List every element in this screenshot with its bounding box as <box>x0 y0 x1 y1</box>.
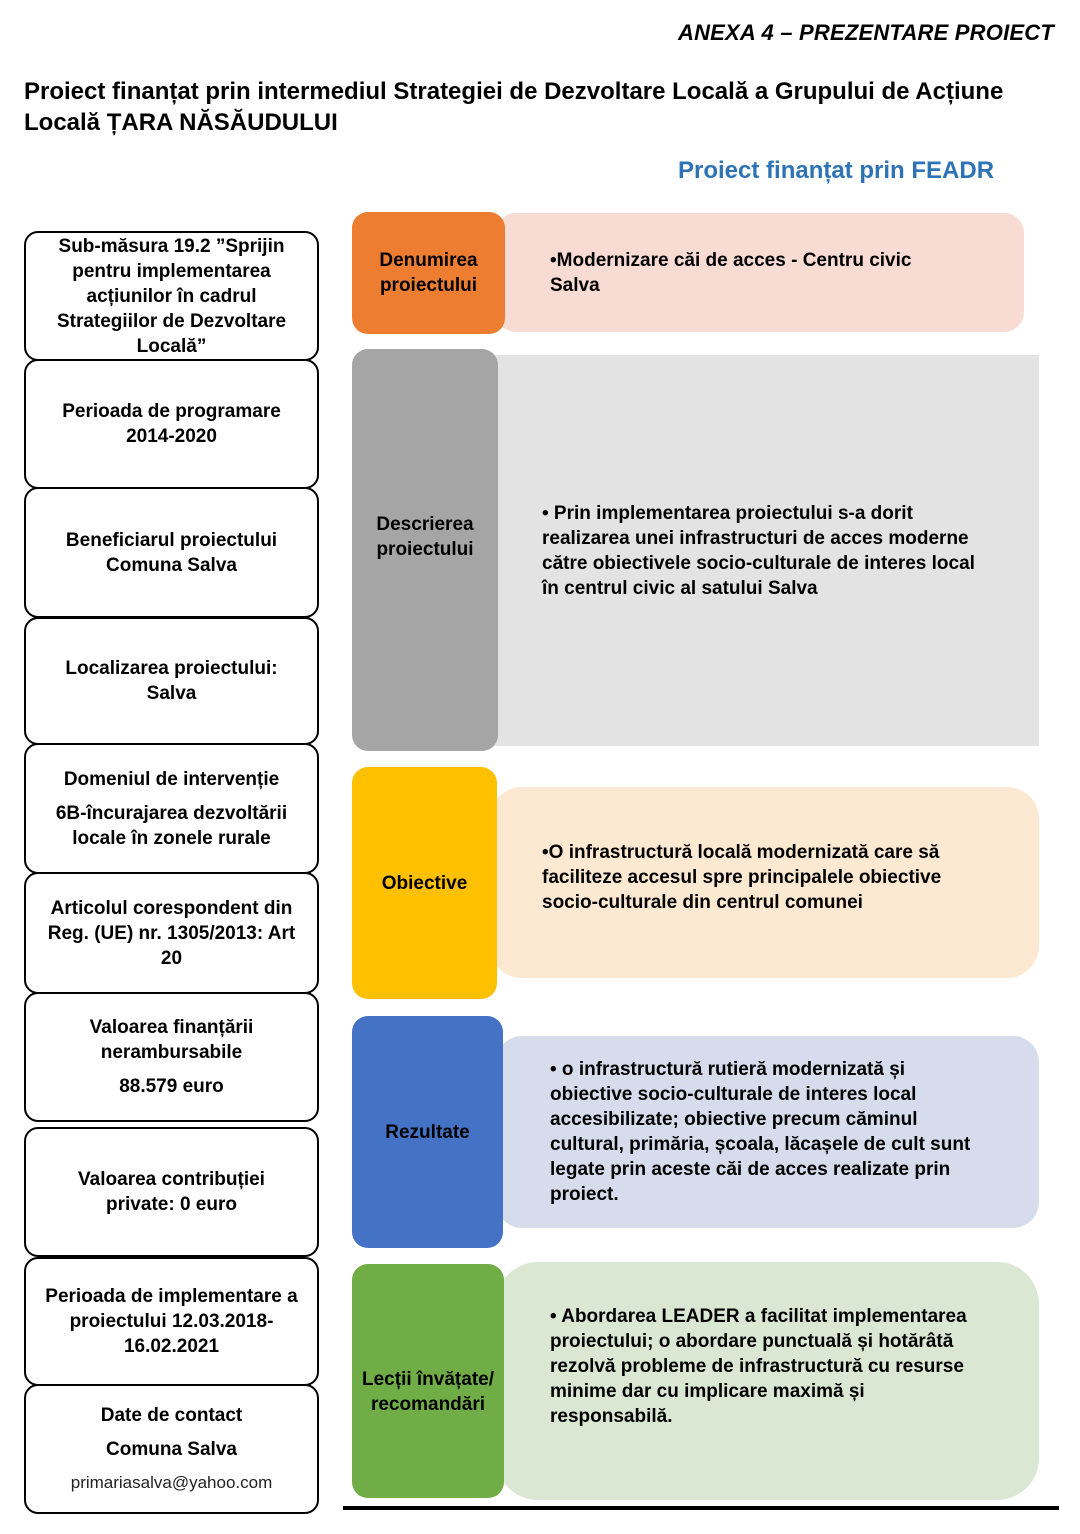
contact-box <box>24 1384 319 1514</box>
submeasure-text: Sub-măsura 19.2 ”Sprijin pentru implementarea acțiunilor în cadrul Strategiilor de Dezvoltare Locală” <box>56 235 287 357</box>
funding-subtitle: Proiect finanțat prin FEADR <box>678 157 995 184</box>
page-title <box>24 76 1064 138</box>
objectives-panel <box>490 787 1039 978</box>
description-panel <box>490 355 1039 746</box>
results-text: • o infrastructură rutieră modernizată și obiective socio-culturale de interes local accesibilizate; obiective precum căminul cultural, primăria, școala, lăcașele de cult sunt legate prin aceste căi de acces realizate prin proiect. <box>550 1059 971 1205</box>
beneficiary-box <box>24 487 319 618</box>
bottom-divider <box>343 1506 1059 1510</box>
description-text: • Prin implementarea proiectului s-a dorit realizarea unei infrastructuri de acces moderne către obiectivele socio-culturale de interes local în centrul civic al satului Salva <box>542 502 975 599</box>
results-panel <box>496 1036 1039 1228</box>
beneficiary-label: Beneficiarul proiectului <box>65 529 278 551</box>
contact-label: Date de contact <box>100 1405 243 1426</box>
lessons-text: • Abordarea LEADER a facilitat implementarea proiectului; o abordare punctuală și hotărâtă rezolvă probleme de infrastructură cu resurse minime dar cu implicare maximă și responsabilă. <box>550 1305 967 1427</box>
lessons-panel <box>496 1262 1039 1500</box>
submeasure-box <box>24 231 319 361</box>
location-box <box>24 617 319 745</box>
article-text: Articolul corespondent din Reg. (UE) nr. 1305/2013: Art 20 <box>47 897 296 969</box>
results-label: Rezultate <box>385 1121 470 1143</box>
funding-label: Valoarea finanțării nerambursabile <box>89 1017 254 1063</box>
objectives-text: •O infrastructură locală modernizată care să faciliteze accesul spre principalele obiective socio-culturale din centrul comunei <box>542 842 942 913</box>
funding-amount: 88.579 euro <box>119 1076 224 1097</box>
implementation-box <box>24 1257 319 1386</box>
lessons-label: Lecții învățate/ recomandări <box>362 1369 494 1415</box>
implementation-text: Perioada de implementare a proiectului 12.03.2018-16.02.2021 <box>45 1286 298 1357</box>
objectives-header <box>352 767 497 999</box>
programming-box <box>24 359 319 489</box>
location-text: Localizarea proiectului: Salva <box>65 658 278 704</box>
description-header <box>352 349 498 751</box>
project-name-text: •Modernizare căi de acces - Centru civic Salva <box>550 249 912 296</box>
programming-text: Perioada de programare 2014-2020 <box>62 401 281 447</box>
annex-label: ANEXA 4 – PREZENTARE PROIECT <box>678 20 1054 45</box>
private-contribution-box <box>24 1127 319 1257</box>
project-name-header <box>352 212 505 334</box>
domain-value: 6B-încurajarea dezvoltării locale în zonele rurale <box>55 802 288 849</box>
objectives-label: Obiective <box>381 872 468 894</box>
domain-box <box>24 743 319 874</box>
project-name-panel <box>496 213 1024 332</box>
title-line-1: Proiect finanțat prin intermediul Strategiei de Dezvoltare Locală a Grupului de Acțiune <box>24 78 1004 105</box>
description-label: Descrierea proiectului <box>376 514 474 560</box>
contact-email: primariasalva@yahoo.com <box>70 1473 273 1492</box>
private-contribution-text: Valoarea contribuției private: 0 euro <box>78 1169 265 1215</box>
beneficiary-value: Comuna Salva <box>106 554 237 576</box>
lessons-header <box>352 1264 504 1498</box>
domain-label: Domeniul de intervenție <box>63 768 280 790</box>
results-header <box>352 1016 503 1248</box>
article-box <box>24 872 319 994</box>
project-name-label: Denumirea proiectului <box>379 250 478 296</box>
funding-value-box <box>24 992 319 1122</box>
title-line-2: Locală ȚARA NĂSĂUDULUI <box>24 109 338 136</box>
contact-name: Comuna Salva <box>106 1439 237 1460</box>
